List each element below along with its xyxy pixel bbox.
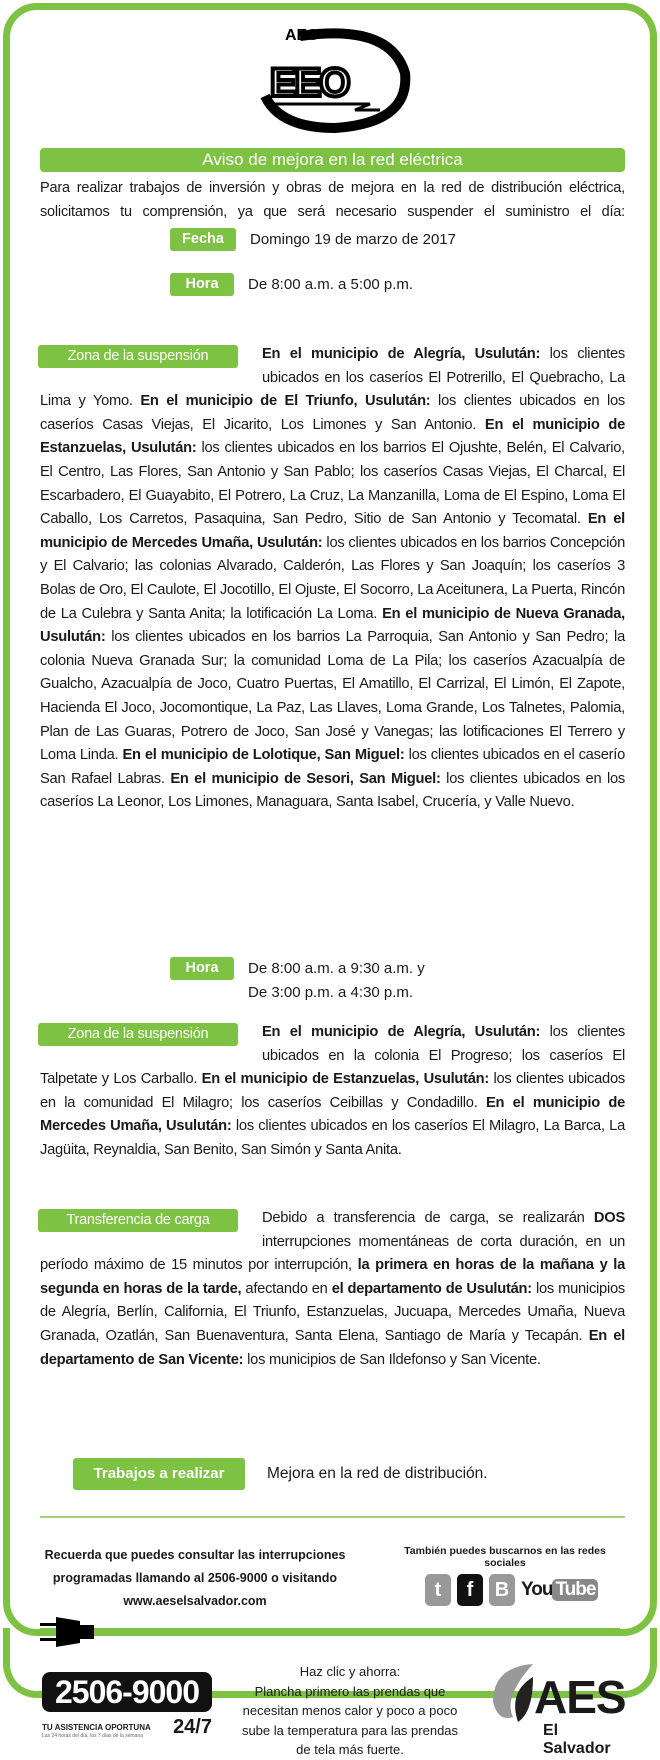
intro-line: Para realizar trabajos de inversión y obras de mejora en la red de distribución eléctrica, [40, 180, 625, 196]
date-label: Fecha [170, 228, 236, 251]
zone-label: Zona de la suspensión [38, 345, 238, 368]
plug-icon [40, 1617, 95, 1647]
consult-text [30, 1544, 360, 1613]
tip-line: necesitan menos calor y poco a poco [242, 1703, 458, 1718]
phone-247: 24/7 [173, 1716, 212, 1738]
location-heading: En el municipio de Mercedes Umaña, Usulután: [40, 511, 625, 551]
youtube-you: You [521, 1579, 553, 1600]
location-text: los clientes ubicados en el caserío San Rafael Labras. [40, 747, 625, 787]
location-text: los clientes ubicados en los caseríos Casas Viejas, El Jicarito, Los Limones y San Antonio. [40, 393, 625, 433]
location-text: Debido a transferencia de carga, se realizarán [262, 1210, 594, 1226]
location-text: los clientes ubicados en la colonia El Progreso; los caseríos El Talpetate y Los Carballo. [40, 1024, 625, 1088]
intro-line: solicitamos tu comprensión, ya que será necesario suspender el suministro el día: [40, 204, 625, 220]
location-heading: En el municipio de Alegría, Usulután: [262, 346, 541, 362]
tip-line: sube la temperatura para las prendas [241, 1722, 459, 1738]
time-value: De 8:00 a.m. a 9:30 a.m. y [248, 960, 425, 977]
divider [40, 1516, 625, 1518]
location-heading: En el municipio de Estanzuelas, Usulután: [40, 416, 626, 457]
location-heading: DOS [593, 1210, 625, 1226]
location-heading: En el municipio de Estanzuelas, Usulután: [201, 1071, 490, 1088]
intro-text [40, 176, 625, 224]
svg-text:EEO: EEO [270, 61, 349, 105]
phone-small-print: Las 24 horas del día, los 7 días de la semana [42, 1733, 143, 1739]
location-heading: En el municipio de Alegría, Usulután: [262, 1024, 541, 1040]
time-value: De 8:00 a.m. a 5:00 p.m. [248, 276, 414, 293]
time-label: Hora [170, 957, 234, 980]
brand-subtitle: El Salvador [543, 1722, 611, 1757]
time-row [170, 273, 413, 296]
date-value: Domingo 19 de marzo de 2017 [250, 231, 456, 248]
location-text: los municipios de San Ildefonso y San Vicente. [243, 1351, 541, 1368]
location-text: los municipios de Alegría, Berlín, California, El Triunfo, Estanzuelas, Jucuapa, Mercedes Umaña, Nueva Granada, Ozatlán, San Buenaventura, Santa Elena, Santiago de María y Tecapán. [40, 1280, 625, 1344]
location-text: los clientes ubicados en los barrios Concepción y El Calvario; las colonias Alvarado, Calderón, Las Flores y San Joaquín; los caseríos 3 Bolas de Oro, El Caulote, El Jocotillo, El Ojuste, El Socorro, La Aceitunera, La Puerta, Rincón de La Culebra y Santa Anita; la lotificación La Loma. [40, 534, 625, 622]
twitter-icon[interactable]: t [425, 1574, 451, 1606]
consult-line: programadas llamando al 2506-9000 o visitando [52, 1571, 338, 1585]
facebook-icon[interactable]: f [457, 1574, 483, 1606]
social-label: También puedes buscarnos en las redes sociales [404, 1545, 606, 1569]
time-value: De 3:00 p.m. a 4:30 p.m. [248, 984, 414, 1001]
social-links [425, 1574, 598, 1606]
eeo-logo [240, 18, 420, 133]
phone-number: 2506-9000 [42, 1672, 212, 1712]
location-text: interrupciones momentáneas de corta duración, en un período máximo de 15 minutos por interrupción, [40, 1233, 625, 1274]
location-text: los clientes ubicados en los caseríos El Milagro, La Barca, La Jagüita, Reynaldia, San Benito, San Simón y Santa Anita. [40, 1118, 625, 1158]
website-link[interactable]: www.aeselsalvador.com [123, 1594, 267, 1608]
zone-1 [40, 343, 625, 815]
phone-badge [42, 1672, 212, 1739]
location-heading: la primera en horas de la mañana y la segunda en horas de la tarde, [40, 1257, 625, 1297]
location-heading: En el municipio de Lolotique, San Miguel: [122, 747, 405, 764]
brand-name: AES [534, 1671, 626, 1723]
location-heading: el departamento de Usulután: [331, 1280, 532, 1297]
blogger-icon[interactable]: B [489, 1574, 515, 1606]
load-transfer [40, 1207, 625, 1372]
power-cord [40, 1628, 620, 1635]
works-value: Mejora en la red de distribución. [267, 1465, 488, 1482]
consult-line: Recuerda que puedes consultar las interrupciones [44, 1548, 346, 1562]
zone-2 [40, 1021, 625, 1163]
location-text: los clientes ubicados en los caseríos La Leonor, Los Limones, Managuara, Santa Isabel, Crucería, y Valle Nuevo. [40, 770, 625, 811]
notice-title: Aviso de mejora en la red eléctrica [40, 148, 625, 172]
aes-el-salvador-logo [488, 1662, 628, 1757]
location-heading: En el departamento de San Vicente: [40, 1327, 625, 1368]
time-label: Hora [170, 273, 234, 296]
zone-label: Zona de la suspensión [38, 1023, 238, 1046]
youtube-tube: Tube [552, 1579, 598, 1601]
location-text: afectando en [241, 1280, 332, 1297]
svg-text:AES: AES [285, 27, 318, 44]
location-heading: En el municipio de Sesori, San Miguel: [170, 770, 441, 787]
location-text: los clientes ubicados en la comunidad El Milagro; los caseríos Ceibillas y Condadillo. [40, 1071, 625, 1111]
load-transfer-label: Transferencia de carga [38, 1209, 238, 1232]
location-heading: En el municipio de El Triunfo, Usulután: [140, 393, 431, 410]
time-row-2 [170, 957, 425, 1005]
phone-tagline: TU ASISTENCIA OPORTUNA [42, 1723, 151, 1732]
saving-tip [230, 1662, 470, 1760]
location-text: los clientes ubicados en los caseríos El Potrerillo, El Quebracho, La Lima y Yomo. [40, 346, 625, 410]
date-row [170, 228, 456, 251]
works-label: Trabajos a realizar [73, 1458, 245, 1490]
tip-line: Haz clic y ahorra: [299, 1664, 401, 1679]
location-heading: En el municipio de Mercedes Umaña, Usulután: [40, 1094, 625, 1135]
tip-line: de tela más fuerte. [296, 1742, 404, 1757]
location-heading: En el municipio de Nueva Granada, Usulután: [40, 605, 626, 646]
tip-line: Plancha primero las prendas que [254, 1683, 446, 1699]
location-text: los clientes ubicados en los barrios El Ojushte, Belén, El Calvario, El Centro, Las Flores, San Antonio y San Pablo; los caseríos Casas Viejas, El Charcal, El Escarbadero, El Guayabito, El Potrero, La Cruz, La Manzanilla, Loma de El Espino, Loma El Caballo, Los Carretos, Pasaquina, San Pedro, Sitio de San Antonio y Tecomatal. [40, 440, 626, 528]
location-text: los clientes ubicados en los barrios La Parroquia, San Antonio y San Pedro; la colonia Nueva Granada Sur; la comunidad Loma de La Pila; los caseríos Azacualpía de Gualcho, Azacualpía de Joco, Cuatro Puertas, El Amatillo, El Carrizal, El Limón, El Zapote, Hacienda El Joco, Jocomontique, La Paz, Las Llaves, Loma Grande, Los Talnetes, Palomia, Plan de Las Guaras, Potrero de Joco, San José y Vanegas; las lotificaciones El Terrero y Loma Linda. [40, 629, 625, 764]
youtube-icon[interactable] [521, 1579, 598, 1601]
works-row [73, 1458, 488, 1490]
